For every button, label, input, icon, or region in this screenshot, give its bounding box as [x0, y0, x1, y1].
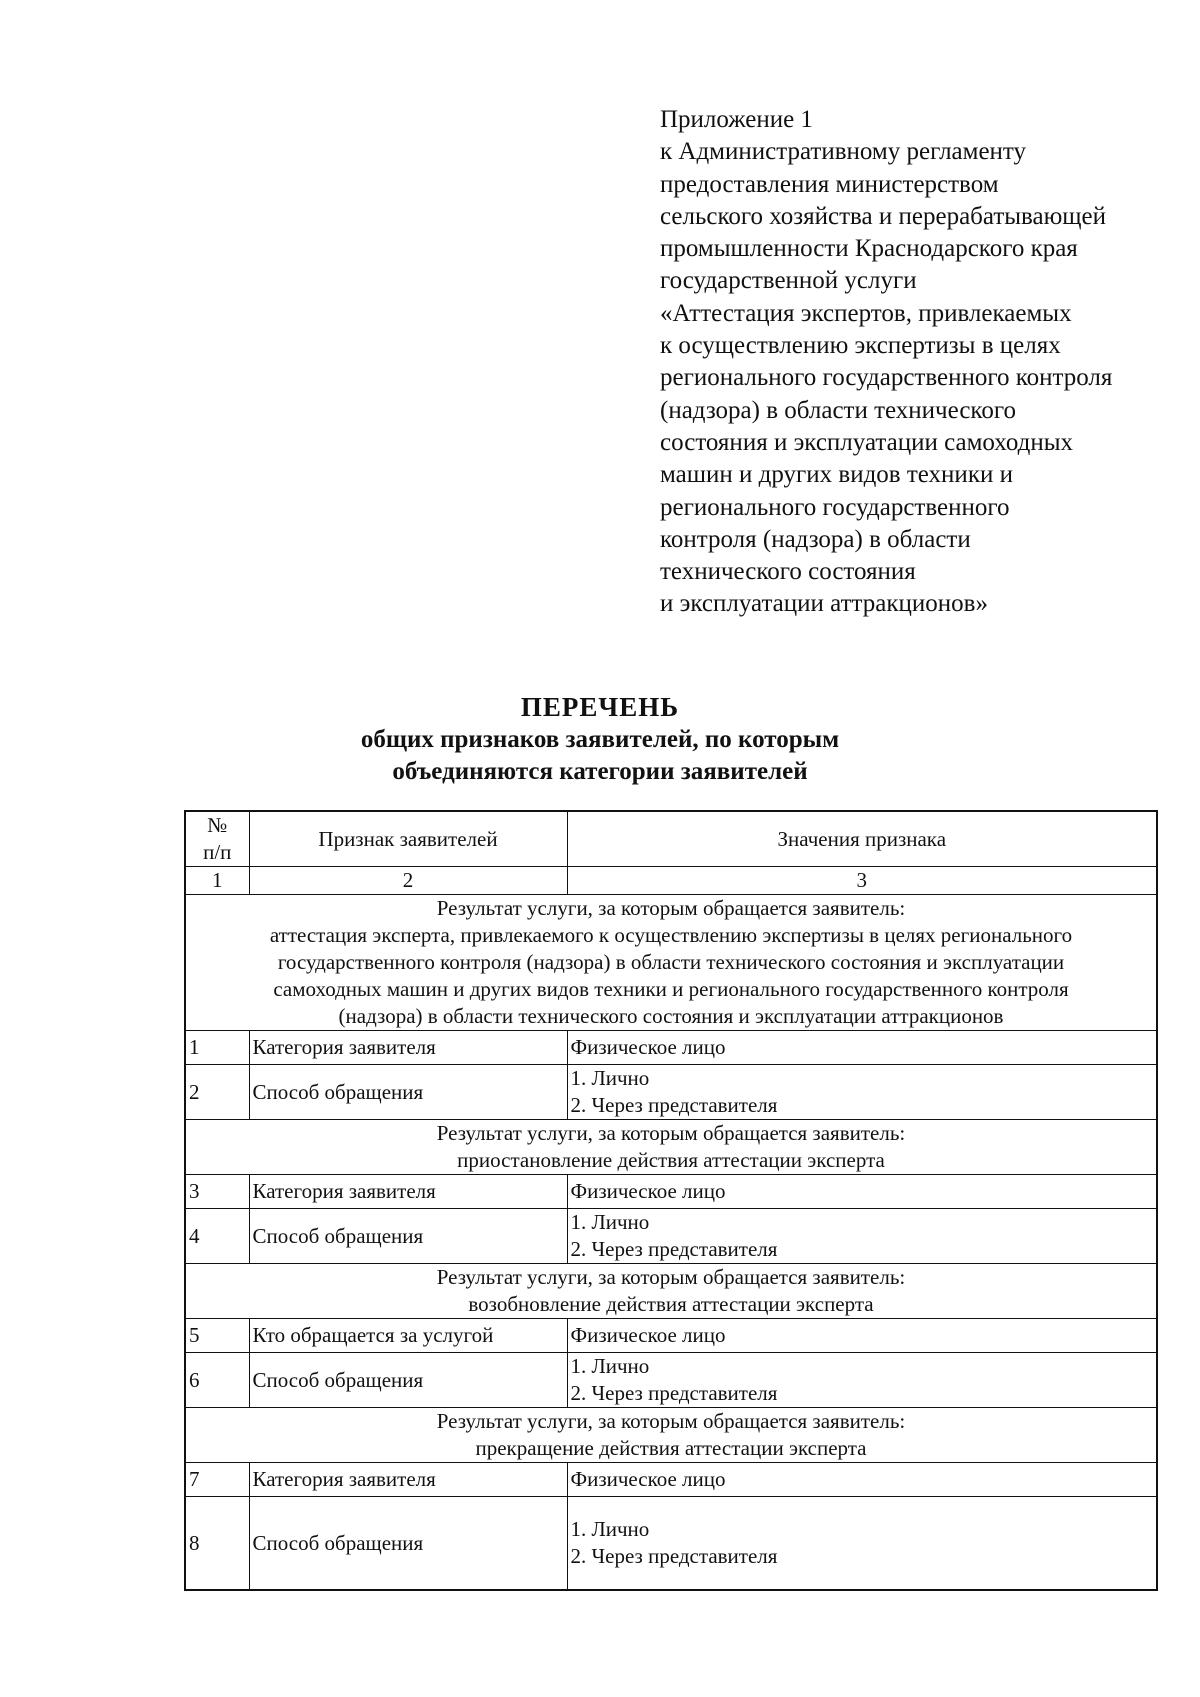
header-num-line: п/п [203, 840, 232, 864]
row-number-cell: 2 [185, 1065, 249, 1120]
appendix-line: «Аттестация экспертов, привлекаемых [660, 299, 1072, 327]
row-number-cell: 8 [185, 1497, 249, 1591]
header-values-cell: Значения признака [567, 811, 1157, 867]
table-header-row [185, 811, 1157, 867]
row-value-line: 2. Через представителя [570, 1544, 778, 1568]
result-line: прекращение действия аттестации эксперта [475, 1436, 867, 1460]
section-result-cell [185, 1264, 1157, 1319]
section-result-row [185, 1408, 1157, 1463]
appendix-line: регионального государственного [660, 493, 1010, 521]
column-number-row [185, 867, 1157, 895]
column-number-cell: 2 [249, 867, 567, 895]
row-value-line: 1. Лично [570, 1354, 650, 1378]
section-result-cell [185, 1120, 1157, 1175]
title-subtitle-line: общих признаков заявителей, по которым [360, 726, 840, 753]
result-line: самоходных машин и других видов техники и регионального государственного контроля [273, 977, 1069, 1001]
row-number-cell: 1 [185, 1031, 249, 1065]
appendix-line: состояния и эксплуатации самоходных [660, 428, 1074, 456]
table-row [185, 1175, 1157, 1209]
row-number-cell: 5 [185, 1319, 249, 1353]
header-num-cell [185, 811, 249, 867]
column-number-cell: 1 [185, 867, 249, 895]
row-value-line: Физическое лицо [570, 1323, 726, 1347]
table-row [185, 1209, 1157, 1264]
appendix-line: контроля (надзора) в области [660, 525, 971, 553]
row-values-cell [567, 1175, 1157, 1209]
appendix-line: к осуществлению экспертизы в целях [660, 332, 1061, 360]
result-line: Результат услуги, за которым обращается заявитель: [436, 1409, 906, 1433]
appendix-line: предоставления министерством [660, 170, 999, 198]
appendix-line: промышленности Краснодарского края [660, 235, 1078, 263]
document-title [0, 690, 1200, 788]
row-values-cell [567, 1065, 1157, 1120]
result-line: аттестация эксперта, привлекаемого к осуществлению экспертизы в целях регионального [269, 923, 1073, 947]
section-result-row [185, 895, 1157, 1031]
row-value-line: 1. Лично [570, 1066, 650, 1090]
row-feature-cell: Способ обращения [249, 1353, 567, 1408]
appendix-line: сельского хозяйства и перерабатывающей [660, 202, 1107, 230]
result-line: государственного контроля (надзора) в области технического состояния и эксплуатации [277, 950, 1065, 974]
appendix-line: Приложение 1 [660, 106, 813, 133]
result-line: приостановление действия аттестации эксперта [457, 1148, 885, 1172]
row-number-cell: 3 [185, 1175, 249, 1209]
table-row [185, 1031, 1157, 1065]
row-value-line: 1. Лично [570, 1210, 650, 1234]
row-feature-cell: Способ обращения [249, 1065, 567, 1120]
header-num-line: № [207, 813, 228, 837]
appendix-line: (надзора) в области технического [660, 396, 1016, 424]
appendix-line: к Административному регламенту [660, 138, 1027, 166]
section-result-row [185, 1120, 1157, 1175]
result-line: (надзора) в области технического состояния и эксплуатации аттракционов [338, 1004, 1004, 1028]
row-values-cell [567, 1031, 1157, 1065]
row-values-cell [567, 1353, 1157, 1408]
row-feature-cell: Способ обращения [249, 1497, 567, 1591]
appendix-line: машин и других видов техники и [660, 461, 1013, 489]
header-feature-cell: Признак заявителей [249, 811, 567, 867]
row-feature-cell: Кто обращается за услугой [249, 1319, 567, 1353]
row-number-cell: 4 [185, 1209, 249, 1264]
appendix-line: технического состояния [660, 558, 916, 586]
row-number-cell: 7 [185, 1463, 249, 1497]
row-number-cell: 6 [185, 1353, 249, 1408]
appendix-line: и эксплуатации аттракционов» [660, 590, 988, 618]
row-values-cell [567, 1497, 1157, 1591]
row-feature-cell: Категория заявителя [249, 1031, 567, 1065]
row-feature-cell: Способ обращения [249, 1209, 567, 1264]
row-value-line: 1. Лично [570, 1517, 650, 1541]
table-row [185, 1065, 1157, 1120]
title-subtitle-line: объединяются категории заявителей [392, 758, 808, 785]
table-row [185, 1353, 1157, 1408]
table-row [185, 1463, 1157, 1497]
section-result-row [185, 1264, 1157, 1319]
row-value-line: 2. Через представителя [570, 1237, 778, 1261]
appendix-line: государственной услуги [660, 267, 917, 295]
row-values-cell [567, 1463, 1157, 1497]
section-result-cell [185, 895, 1157, 1031]
section-result-cell [185, 1408, 1157, 1463]
row-values-cell [567, 1209, 1157, 1264]
result-line: Результат услуги, за которым обращается заявитель: [436, 896, 906, 920]
row-feature-cell: Категория заявителя [249, 1175, 567, 1209]
row-value-line: Физическое лицо [570, 1467, 726, 1491]
row-values-cell [567, 1319, 1157, 1353]
column-number-cell: 3 [567, 867, 1157, 895]
row-value-line: Физическое лицо [570, 1035, 726, 1059]
appendix-line: регионального государственного контроля [660, 364, 1113, 392]
title-main: ПЕРЕЧЕНЬ [520, 692, 680, 722]
criteria-table [184, 810, 1158, 1591]
row-feature-cell: Категория заявителя [249, 1463, 567, 1497]
result-line: Результат услуги, за которым обращается заявитель: [436, 1265, 906, 1289]
result-line: Результат услуги, за которым обращается заявитель: [436, 1121, 906, 1145]
table-row [185, 1497, 1157, 1591]
table-row [185, 1319, 1157, 1353]
result-line: возобновление действия аттестации эксперта [468, 1292, 874, 1316]
row-value-line: Физическое лицо [570, 1179, 726, 1203]
appendix-block [660, 104, 1180, 621]
row-value-line: 2. Через представителя [570, 1093, 778, 1117]
row-value-line: 2. Через представителя [570, 1381, 778, 1405]
